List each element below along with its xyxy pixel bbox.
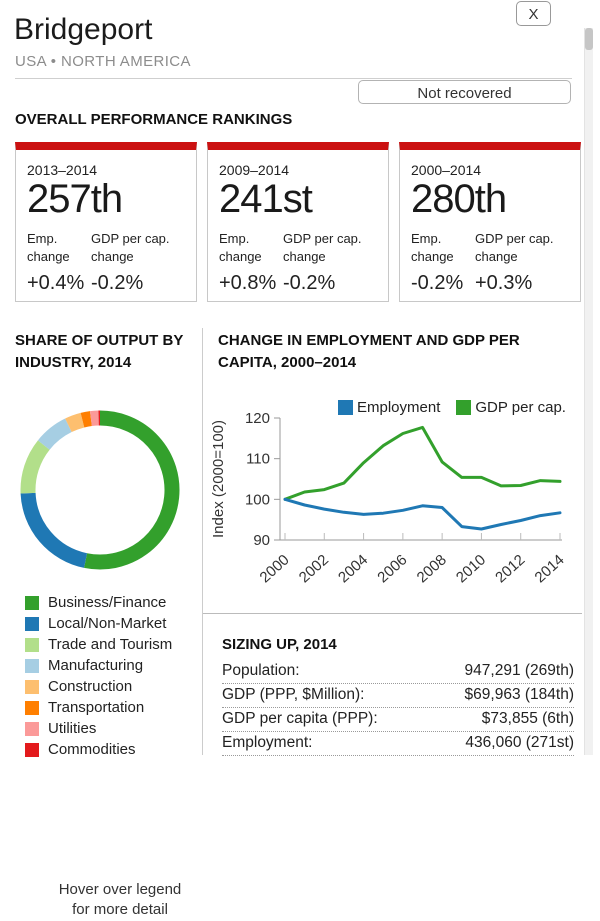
table-row-population: [222, 660, 574, 684]
donut-center-hint: Hover over legend for more detail: [58, 881, 182, 919]
legend-swatch: [25, 659, 39, 673]
legend-label: GDP per cap.: [475, 399, 566, 416]
share-of-output-title: SHARE OF OUTPUT BY INDUSTRY, 2014: [15, 332, 184, 371]
legend-item-local-non-market[interactable]: [25, 613, 172, 634]
row-value: $73,855 (6th): [481, 710, 574, 727]
gdp-change-label: GDP per cap. change: [91, 231, 170, 264]
table-row-gdp-per-capita: [222, 708, 574, 732]
row-value: 947,291 (269th): [464, 662, 574, 679]
emp-change-value: +0.4%: [27, 272, 85, 295]
svg-text:90: 90: [253, 532, 270, 549]
emp-change-label: Emp. change: [411, 231, 454, 264]
row-value: 436,060 (271st): [465, 734, 574, 751]
gdp-change-label: GDP per cap. change: [475, 231, 554, 264]
legend-swatch: [25, 680, 39, 694]
svg-text:120: 120: [244, 412, 270, 427]
legend-item-trade-tourism[interactable]: [25, 634, 172, 655]
emp-change-label: Emp. change: [27, 231, 70, 264]
legend-item-construction[interactable]: [25, 676, 172, 697]
legend-swatch: [25, 701, 39, 715]
svg-text:100: 100: [244, 491, 270, 509]
legend-label: Construction: [48, 678, 133, 695]
legend-swatch: [25, 638, 39, 652]
row-value: $69,963 (184th): [464, 686, 574, 703]
rankings-heading: OVERALL PERFORMANCE RANKINGS: [15, 111, 293, 128]
industry-donut-chart: [20, 410, 180, 570]
legend-label: Trade and Tourism: [48, 636, 173, 653]
legend-swatch: [25, 743, 39, 757]
card-period: 2013–2014: [27, 162, 98, 178]
emp-change-label: Emp. change: [219, 231, 262, 264]
svg-text:2014: 2014: [531, 551, 568, 587]
legend-label: Commodities: [48, 741, 136, 758]
legend-label: Local/Non-Market: [48, 615, 167, 632]
table-row-employment: [222, 732, 574, 756]
legend-label: Utilities: [48, 720, 97, 737]
gdp-change-value: -0.2%: [283, 272, 336, 295]
svg-text:2004: 2004: [335, 551, 372, 587]
row-label: Population:: [222, 662, 300, 679]
card-rank: 257th: [27, 177, 123, 221]
legend-swatch: [25, 722, 39, 736]
legend-item-utilities[interactable]: [25, 718, 172, 739]
employment-gdp-chart-title: CHANGE IN EMPLOYMENT AND GDP PER CAPITA, 2000–2014: [218, 332, 520, 371]
svg-text:2006: 2006: [374, 551, 411, 587]
card-rank: 241st: [219, 177, 312, 221]
ranking-cards: [15, 142, 581, 302]
legend-label: Manufacturing: [48, 657, 144, 674]
svg-text:2010: 2010: [452, 551, 490, 587]
scrollbar-track[interactable]: [584, 28, 593, 755]
legend-item-commodities[interactable]: [25, 739, 172, 760]
legend-label: Business/Finance: [48, 594, 167, 611]
legend-label: Transportation: [48, 699, 145, 716]
card-period: 2009–2014: [219, 162, 290, 178]
table-row-gdp: [222, 684, 574, 708]
row-label: GDP per capita (PPP):: [222, 710, 378, 727]
scrollbar-thumb[interactable]: [585, 28, 593, 50]
recovery-status-button[interactable]: Not recovered: [358, 80, 571, 104]
card-rank: 280th: [411, 177, 507, 221]
legend-item-business-finance[interactable]: [25, 592, 172, 613]
vertical-section-divider: [202, 328, 203, 755]
close-button[interactable]: X: [516, 1, 551, 26]
row-label: Employment:: [222, 734, 313, 751]
page-title: Bridgeport: [14, 13, 153, 46]
legend-label: Employment: [357, 399, 441, 416]
ranking-card-2013-2014: [15, 142, 197, 302]
gdp-change-label: GDP per cap. change: [283, 231, 362, 264]
industry-legend: [25, 592, 172, 760]
row-label: GDP (PPP, $Million):: [222, 686, 365, 703]
ranking-card-2000-2014: [399, 142, 581, 302]
svg-text:Index (2000=100): Index (2000=100): [210, 419, 227, 539]
legend-item-transportation[interactable]: [25, 697, 172, 718]
employment-gdp-line-chart: [210, 412, 583, 608]
card-period: 2000–2014: [411, 162, 482, 178]
gdp-change-value: +0.3%: [475, 272, 533, 295]
svg-text:2000: 2000: [256, 551, 293, 587]
legend-swatch: [25, 617, 39, 631]
sizing-up-heading: SIZING UP, 2014: [222, 636, 337, 653]
svg-text:110: 110: [246, 450, 270, 468]
emp-change-value: -0.2%: [411, 272, 464, 295]
location-subtitle: USA • NORTH AMERICA: [15, 53, 191, 70]
gdp-change-value: -0.2%: [91, 272, 144, 295]
legend-item-manufacturing[interactable]: [25, 655, 172, 676]
horizontal-section-divider: [203, 613, 582, 614]
svg-text:2012: 2012: [492, 551, 529, 587]
svg-text:2002: 2002: [295, 551, 332, 587]
sizing-up-table: [222, 660, 574, 756]
svg-text:2008: 2008: [413, 551, 450, 587]
emp-change-value: +0.8%: [219, 272, 277, 295]
header-divider: [15, 78, 572, 79]
legend-swatch: [25, 596, 39, 610]
ranking-card-2009-2014: [207, 142, 389, 302]
